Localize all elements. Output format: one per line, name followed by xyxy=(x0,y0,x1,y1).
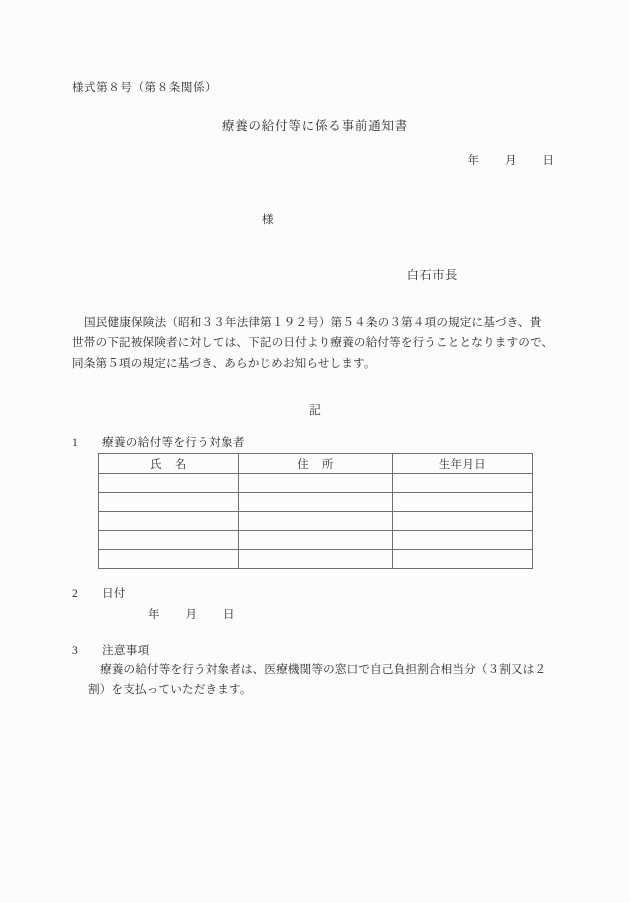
target-person-table xyxy=(98,453,533,569)
cell-birthdate[interactable] xyxy=(393,550,533,569)
cell-address[interactable] xyxy=(239,474,393,493)
issue-date-day: 日 xyxy=(542,155,554,167)
body-line-2: 世帯の下記被保険者に対しては、下記の日付より療養の給付等を行うこととなりますので、 xyxy=(72,336,554,350)
section-3-label: 注意事項 xyxy=(102,644,150,657)
section-3-number: 3 xyxy=(72,644,79,657)
issue-date-line xyxy=(0,152,554,168)
section-3-line-2: 割）を支払っていただきます。 xyxy=(88,683,252,697)
addressee-suffix: 様 xyxy=(262,214,274,226)
section-3-heading xyxy=(72,642,150,658)
section-2-date-day: 日 xyxy=(223,609,235,621)
cell-birthdate[interactable] xyxy=(393,512,533,531)
cell-name[interactable] xyxy=(99,550,239,569)
column-header-birthdate: 生年月日 xyxy=(393,454,533,474)
section-3-line-1: 療養の給付等を行う対象者は、医療機関等の窓口で自己負担割合相当分（３割又は２ xyxy=(100,663,547,676)
cell-name[interactable] xyxy=(99,512,239,531)
document-title: 療養の給付等に係る事前通知書 xyxy=(221,119,409,133)
section-2-number: 2 xyxy=(72,587,79,600)
table-row xyxy=(99,493,533,512)
cell-name[interactable] xyxy=(99,531,239,550)
column-header-address: 住 所 xyxy=(239,454,393,474)
form-number: 様式第８号（第８条関係） xyxy=(72,82,218,94)
section-2-heading xyxy=(72,585,126,601)
section-1-label: 療養の給付等を行う対象者 xyxy=(102,436,245,449)
cell-address[interactable] xyxy=(239,550,393,569)
table-row xyxy=(99,550,533,569)
column-header-name: 氏 名 xyxy=(99,454,239,474)
cell-birthdate[interactable] xyxy=(393,474,533,493)
ki-mark: 記 xyxy=(309,403,321,417)
section-2-date-year: 年 xyxy=(148,609,160,621)
issue-date-year: 年 xyxy=(467,155,479,167)
section-3-body xyxy=(88,660,558,701)
table-header-row xyxy=(99,454,533,474)
section-1-number: 1 xyxy=(72,436,79,449)
section-2-label: 日付 xyxy=(102,587,126,600)
section-1-heading xyxy=(72,434,245,450)
cell-address[interactable] xyxy=(239,493,393,512)
section-2-date-month: 月 xyxy=(185,609,197,621)
body-paragraph xyxy=(72,313,558,374)
cell-name[interactable] xyxy=(99,474,239,493)
table-row xyxy=(99,474,533,493)
cell-address[interactable] xyxy=(239,512,393,531)
body-line-1: 国民健康保険法（昭和３３年法律第１９２号）第５４条の３第４項の規定に基づき、貴 xyxy=(84,316,542,329)
cell-birthdate[interactable] xyxy=(393,493,533,512)
issuer-name: 白石市長 xyxy=(406,268,458,282)
cell-birthdate[interactable] xyxy=(393,531,533,550)
table-row xyxy=(99,531,533,550)
table-row xyxy=(99,512,533,531)
cell-address[interactable] xyxy=(239,531,393,550)
body-line-3: 同条第５項の規定に基づき、あらかじめお知らせします。 xyxy=(72,356,376,370)
issue-date-month: 月 xyxy=(505,155,517,167)
section-2-date-line xyxy=(148,606,235,622)
cell-name[interactable] xyxy=(99,493,239,512)
